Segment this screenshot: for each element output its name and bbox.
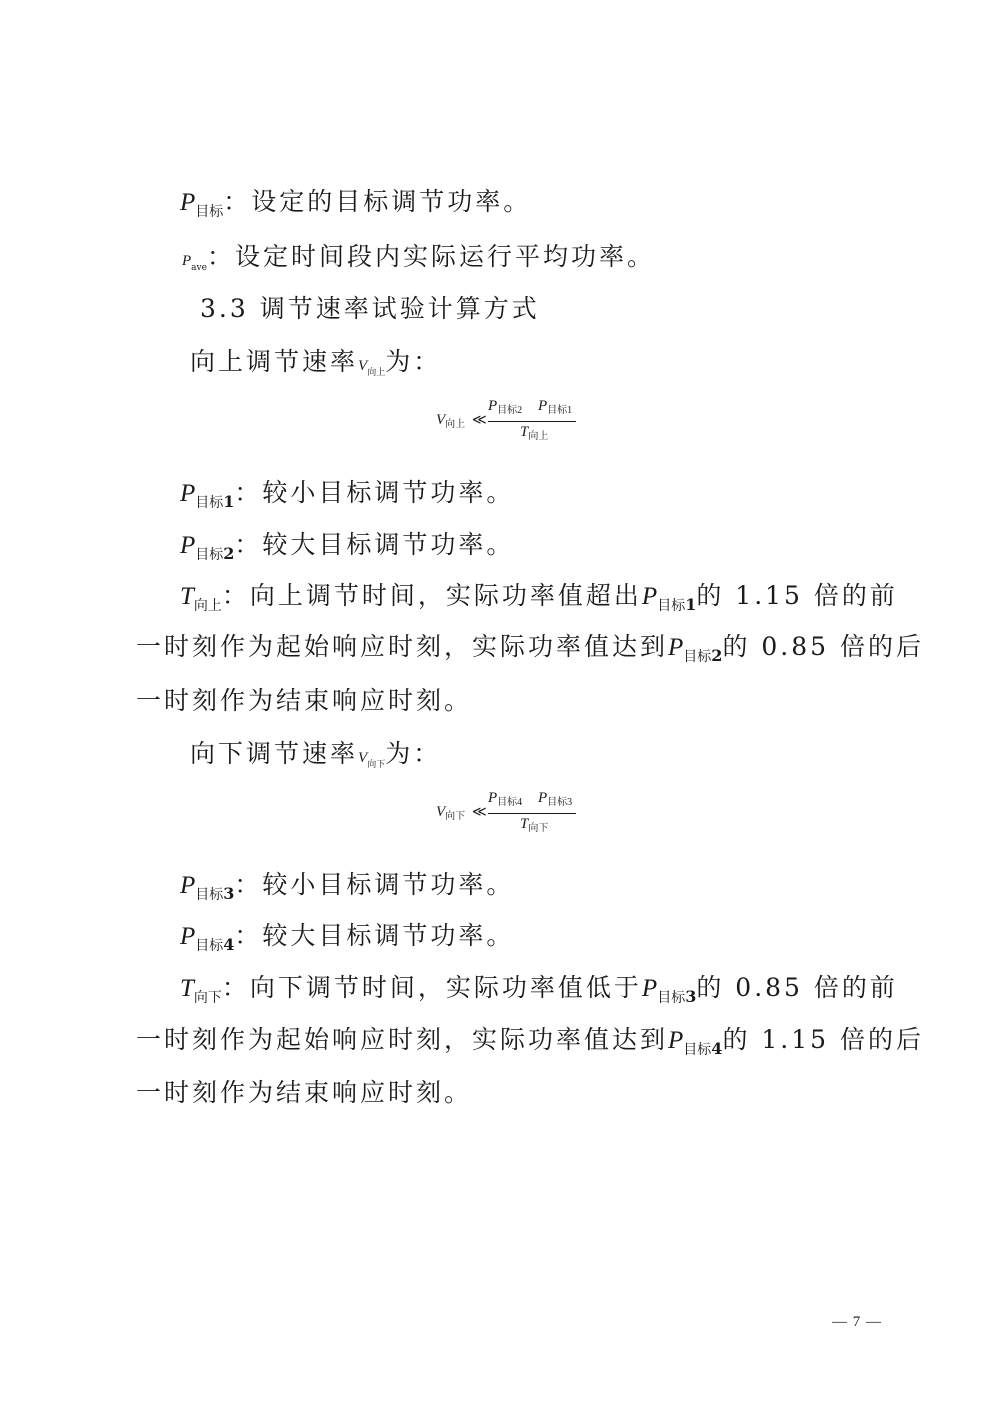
- intro-text: 为：: [385, 347, 442, 376]
- variable-p: P: [180, 923, 196, 950]
- time-down-line-3: 一时刻作为结束响应时刻。: [136, 1078, 473, 1107]
- definition-text: ：设定时间段内实际运行平均功率。: [206, 242, 655, 271]
- time-up-line-3: 一时刻作为结束响应时刻。: [136, 686, 473, 715]
- variable-v: V: [358, 358, 368, 374]
- variable-subscript: 目标3: [195, 884, 235, 903]
- formula-numerator-b: $P_{目标1}$: [538, 398, 573, 416]
- definition-text: ：较小目标调节功率。: [234, 870, 515, 899]
- definition-p-target-3: [0, 868, 1000, 912]
- variable-p: P: [641, 975, 658, 1002]
- time-down-line-1: [0, 971, 1000, 1015]
- up-rate-formula: [436, 398, 586, 448]
- paragraph-text: 的 0.85 倍的前: [696, 973, 898, 1002]
- variable-subscript: 目标4: [683, 1039, 723, 1058]
- variable-p: P: [641, 583, 658, 610]
- definition-text: ：较大目标调节功率。: [234, 530, 515, 559]
- formula-numerator-b: $P_{目标3}$: [538, 790, 573, 808]
- variable-subscript: 目标2: [683, 646, 723, 665]
- page-number: — 7 —: [832, 1314, 882, 1330]
- fraction-bar: [488, 421, 576, 422]
- variable-subscript: 目标1: [657, 595, 697, 614]
- variable-subscript: 目标2: [195, 544, 235, 563]
- variable-subscript: 向上: [193, 598, 222, 614]
- paragraph-text: ：向上调节时间，实际功率值超出: [221, 581, 642, 610]
- paragraph-text: 一时刻作为起始响应时刻，实际功率值达到: [136, 632, 669, 661]
- variable-subscript: 向上: [367, 368, 386, 378]
- time-down-line-2: [0, 1023, 1000, 1067]
- intro-text: 向下调节速率: [190, 739, 359, 768]
- variable-p: P: [180, 189, 196, 216]
- section-heading: 3.3 调节速率试验计算方式: [200, 294, 540, 323]
- variable-subscript: 目标3: [657, 987, 697, 1006]
- down-rate-formula: [436, 790, 586, 840]
- formula-lhs: $V_{向上}$: [436, 412, 466, 430]
- variable-subscript: 目标4: [195, 935, 235, 954]
- formula-denominator: $T_{向下}$: [520, 816, 549, 834]
- variable-v: V: [358, 750, 368, 766]
- definition-text: ：较小目标调节功率。: [234, 478, 515, 507]
- up-rate-intro: [0, 345, 1000, 390]
- variable-p: P: [180, 480, 196, 507]
- paragraph-text: 一时刻作为起始响应时刻，实际功率值达到: [136, 1025, 669, 1054]
- definition-p-target-1: [0, 476, 1000, 520]
- intro-text: 为：: [385, 739, 442, 768]
- variable-p: P: [668, 1027, 684, 1054]
- formula-operator: ≪: [472, 805, 487, 820]
- fraction-bar: [488, 813, 576, 814]
- variable-subscript: 目标: [195, 204, 224, 220]
- paragraph-text: 的 1.15 倍的后: [722, 1025, 924, 1054]
- definition-p-target-2: [0, 528, 1000, 572]
- variable-subscript: 向下: [193, 990, 222, 1006]
- definition-p-target-4: [0, 919, 1000, 963]
- paragraph-text: ：向下调节时间，实际功率值低于: [221, 973, 642, 1002]
- intro-text: 向上调节速率: [190, 347, 359, 376]
- variable-p: P: [180, 532, 196, 559]
- formula-denominator: $T_{向上}$: [520, 424, 549, 442]
- definition-p-target: [0, 185, 1000, 229]
- variable-t: T: [180, 975, 194, 1002]
- formula-operator: ≪: [472, 413, 487, 428]
- paragraph-text: 的 0.85 倍的后: [722, 632, 924, 661]
- definition-text: ：较大目标调节功率。: [234, 921, 515, 950]
- paragraph-text: 的 1.15 倍的前: [696, 581, 898, 610]
- time-up-line-2: [0, 630, 1000, 674]
- formula-lhs: $V_{向下}$: [436, 804, 466, 822]
- definition-text: ：设定的目标调节功率。: [223, 187, 532, 216]
- formula-numerator-a: $P_{目标2}$: [488, 398, 523, 416]
- time-up-line-1: [0, 579, 1000, 623]
- variable-subscript: 目标1: [195, 492, 235, 511]
- formula-numerator-a: $P_{目标4}$: [488, 790, 523, 808]
- variable-t: T: [180, 583, 194, 610]
- variable-p: P: [182, 253, 192, 269]
- variable-p: P: [180, 872, 196, 899]
- variable-subscript: ave: [191, 263, 207, 273]
- down-rate-intro: [0, 737, 1000, 782]
- variable-p: P: [668, 634, 684, 661]
- variable-subscript: 向下: [367, 760, 386, 770]
- definition-p-ave: [0, 240, 1000, 285]
